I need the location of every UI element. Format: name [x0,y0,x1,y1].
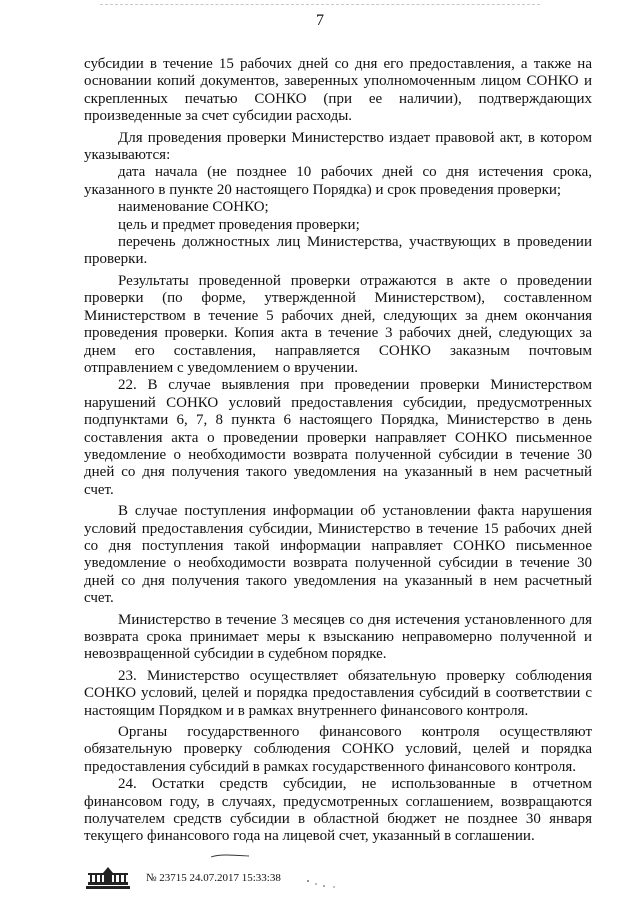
paragraph-clause-24: 24. Остатки средств субсидии, не использованные в отчетном финансовом году, в случаях, предусмотренных соглашением, возвращаются получателем средств субсидии в областной бюджет не позднее 30 января текущего финансового года на лицевой счет, указанный в соглашении. [84,776,592,845]
paragraph-sonko-name: наименование СОНКО; [118,199,269,216]
document-stamp: № 23715 24.07.2017 15:33:38 [146,872,281,884]
document-body [84,56,592,846]
paragraph-state-control: Органы государственного финансового контроля осуществляют обязательную проверку соблюдения СОНКО условий, целей и порядка предоставления субсидий в рамках государственного финансового контроля. [84,724,592,775]
paragraph-clause-22: 22. В случае выявления при проведении проверки Министерством нарушений СОНКО условий предоставления субсидии, предусмотренных подпунктами 6, 7, 8 пункта 6 настоящего Порядка, Министерство в день составления акта о проведении проверки направляет СОНКО письменное уведомление о необходимости возврата полученной субсидии в течение 30 дней со дня получения такого уведомления на указанный в нем расчетный счет. [84,377,592,498]
paragraph-purpose: цель и предмет проведения проверки; [118,216,360,233]
scan-specks [304,878,344,890]
paragraph-continuation: субсидии в течение 15 рабочих дней со дня его предоставления, а также на основании копий документов, заверенных уполномоченным лицом СОНКО и скрепленных печатью СОНКО (при ее наличии), подтверждающих произведенные за счет субсидии расходы. [84,56,592,125]
paragraph-clause-23: 23. Министерство осуществляет обязательную проверку соблюдения СОНКО условий, целей и порядка предоставления субсидий в соответствии с настоящим Порядком и в рамках внутреннего финансового контроля. [84,667,592,719]
pen-mark [210,852,250,860]
government-building-emblem-icon [86,866,130,890]
paragraph-results: Результаты проведенной проверки отражаются в акте о проведении проверки (по форме, утвержденной Министерством), составленном Министерством в течение 5 рабочих дней, следующих за днем окончания проведения проверки. Копия акта в течение 3 рабочих дней, следующих за днем его составления, направляется СОНКО заказным почтовым отправлением с уведомлением о вручении. [84,272,592,376]
scan-edge-line [100,4,540,6]
paragraph-violation-info: В случае поступления информации об установлении факта нарушения условий предоставления субсидии, Министерство в течение 15 рабочих дней со дня поступления такой информации направляет СОНКО письменное уведомление о необходимости возврата полученной субсидии в течение 30 дней со дня получения такого уведомления на указанный в нем расчетный счет. [84,503,592,607]
paragraph-verification-act: Для проведения проверки Министерство издает правовой акт, в котором указываются: [84,129,592,164]
page-number: 7 [316,12,324,29]
paragraph-officials: перечень должностных лиц Министерства, участвующих в проведении проверки. [84,234,592,268]
paragraph-start-date: дата начала (не позднее 10 рабочих дней со дня истечения срока, указанного в пункте 20 настоящего Порядка) и срок проведения проверки; [84,164,592,198]
paragraph-recovery: Министерство в течение 3 месяцев со дня истечения установленного для возврата срока принимает меры к взысканию неправомерно полученной и невозвращенной субсидии в судебном порядке. [84,611,592,663]
